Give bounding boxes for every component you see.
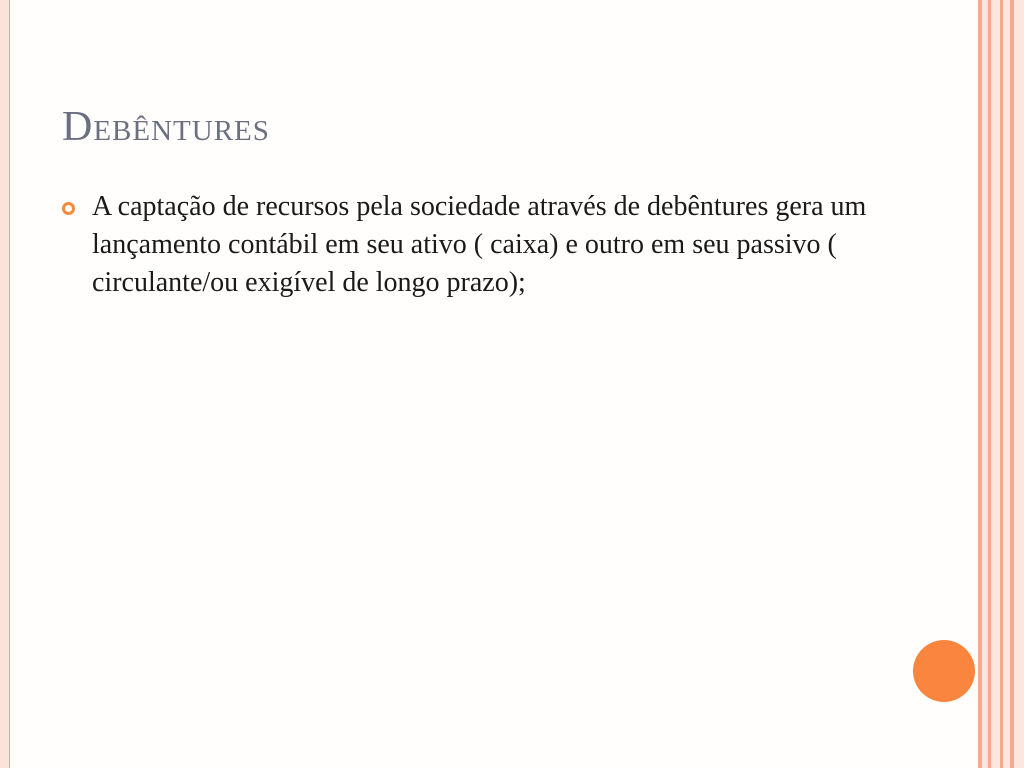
slide-title: Debêntures	[62, 104, 270, 150]
bullet-text: A captação de recursos pela sociedade através de debêntures gera um lançamento contábil em seu ativo ( caixa) e outro em seu passivo ( circulante/ou exigível de longo prazo);	[92, 191, 867, 298]
hollow-circle-bullet-icon	[62, 202, 75, 215]
left-decorative-stripe	[0, 0, 10, 768]
right-decorative-band	[991, 0, 1000, 768]
orange-circle-decoration	[913, 640, 975, 702]
right-decorative-band	[1003, 0, 1010, 768]
bullet-list	[62, 188, 882, 302]
right-decorative-band	[1014, 0, 1024, 768]
bullet-item	[62, 188, 882, 302]
